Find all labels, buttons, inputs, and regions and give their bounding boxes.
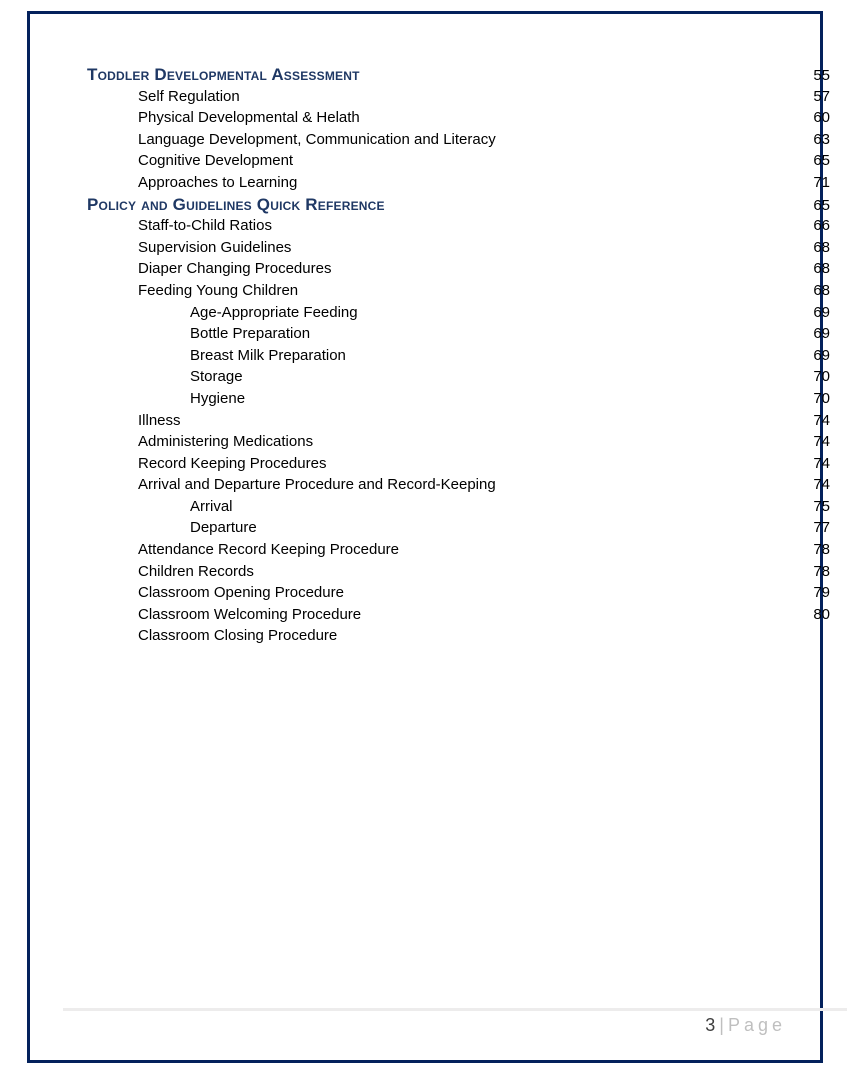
toc-entry-label: Children Records [138, 562, 254, 580]
toc-entry-label: Supervision Guidelines [138, 238, 292, 256]
toc-entry-label: Staff-to-Child Ratios [138, 217, 272, 235]
toc-entry-page-number: 68 [813, 281, 830, 299]
toc-entry[interactable] [87, 431, 830, 453]
page-border [27, 11, 830, 1063]
toc-entry[interactable] [87, 215, 830, 237]
toc-entry-label: Hygiene [190, 389, 246, 407]
toc-entry-page-number: 70 [813, 368, 830, 386]
toc-entry[interactable] [87, 280, 830, 302]
toc-entry-page-number: 69 [813, 303, 830, 321]
toc-entry[interactable] [87, 323, 830, 345]
toc-entry[interactable] [87, 517, 830, 539]
toc-entry-page-number: 74 [813, 433, 830, 451]
toc-heading-entry[interactable] [87, 64, 830, 86]
toc-entry-label: Physical Developmental & Helath [138, 109, 360, 127]
footer-page-number: 3 [705, 1015, 716, 1035]
toc-entry-page-number: 78 [813, 562, 830, 580]
toc-entry[interactable] [87, 561, 830, 583]
toc-entry-label: Diaper Changing Procedures [138, 260, 332, 278]
toc-entry-page-number: 74 [813, 454, 830, 472]
toc-entry[interactable] [87, 86, 830, 108]
toc-entry-label: Storage [190, 368, 243, 386]
page-footer [705, 1014, 786, 1036]
footer-divider [63, 1008, 847, 1011]
toc-entry-label: Arrival [190, 497, 233, 515]
toc-entry-label: Age-Appropriate Feeding [190, 303, 358, 321]
toc-entry[interactable] [87, 604, 830, 626]
toc-entry-page-number: 60 [813, 109, 830, 127]
toc-entry-page-number: 68 [813, 238, 830, 256]
toc-entry-label: Approaches to Learning [138, 173, 298, 191]
toc-entry[interactable] [87, 258, 830, 280]
toc-entry-label: Attendance Record Keeping Procedure [138, 541, 400, 559]
toc-heading-entry[interactable] [87, 194, 830, 216]
toc-entry-label: Classroom Welcoming Procedure [138, 605, 362, 623]
toc-entry-page-number: 70 [813, 389, 830, 407]
toc-entry-label: Toddler Developmental Assessment [87, 65, 360, 84]
toc-entry[interactable] [87, 172, 830, 194]
toc-entry-page-number: 57 [813, 87, 830, 105]
toc-entry-page-number: 79 [813, 584, 830, 602]
toc-entry-label: Classroom Opening Procedure [138, 584, 344, 602]
toc-entry[interactable] [87, 107, 830, 129]
toc-entry-page-number: 74 [813, 411, 830, 429]
toc-entry[interactable] [87, 496, 830, 518]
toc-entry[interactable] [87, 625, 830, 647]
toc-list [87, 64, 830, 647]
toc-entry-page-number: 80 [813, 605, 830, 623]
toc-entry[interactable] [87, 388, 830, 410]
footer-separator: | [719, 1015, 724, 1035]
toc-entry[interactable] [87, 474, 830, 496]
toc-entry-label: Record Keeping Procedures [138, 454, 327, 472]
toc-entry-label: Policy and Guidelines Quick Reference [87, 194, 385, 214]
toc-entry-label: Departure [190, 519, 257, 537]
toc-entry[interactable] [87, 366, 830, 388]
toc-entry-page-number: 68 [813, 260, 830, 278]
toc-entry-label: Classroom Closing Procedure [138, 627, 338, 645]
toc-entry[interactable] [87, 582, 830, 604]
toc-entry-label: Arrival and Departure Procedure and Record-Keeping [138, 476, 496, 494]
toc-entry-page-number: 78 [813, 541, 830, 559]
toc-entry-page-number: 74 [813, 476, 830, 494]
toc-entry-page-number: 65 [813, 152, 830, 170]
toc-entry-label: Self Regulation [138, 87, 240, 105]
toc-entry[interactable] [87, 345, 830, 367]
toc-entry[interactable] [87, 150, 830, 172]
toc-entry-page-number: 65 [813, 196, 830, 214]
toc-entry-label: Breast Milk Preparation [190, 346, 346, 364]
toc-entry-label: Feeding Young Children [138, 281, 299, 299]
toc-entry-page-number: 69 [813, 346, 830, 364]
toc-entry-page-number: 55 [813, 67, 830, 84]
toc-entry[interactable] [87, 453, 830, 475]
toc-entry-label: Cognitive Development [138, 152, 294, 170]
toc-entry-page-number: 77 [813, 519, 830, 537]
toc-entry-label: Language Development, Communication and Literacy [138, 130, 496, 148]
toc-entry-page-number: 63 [813, 130, 830, 148]
toc-entry[interactable] [87, 410, 830, 432]
toc-entry-page-number: 71 [813, 173, 830, 191]
footer-page-word: Page [727, 1015, 786, 1035]
toc-entry[interactable] [87, 539, 830, 561]
toc-entry-label: Administering Medications [138, 433, 314, 451]
toc-entry[interactable] [87, 129, 830, 151]
toc-entry[interactable] [87, 237, 830, 259]
toc-entry-page-number: 75 [813, 497, 830, 515]
toc-entry-label: Bottle Preparation [190, 325, 311, 343]
toc-entry[interactable] [87, 302, 830, 324]
toc-entry-label: Illness [138, 411, 181, 429]
toc-entry-page-number: 69 [813, 325, 830, 343]
toc-entry-page-number: 66 [813, 217, 830, 235]
